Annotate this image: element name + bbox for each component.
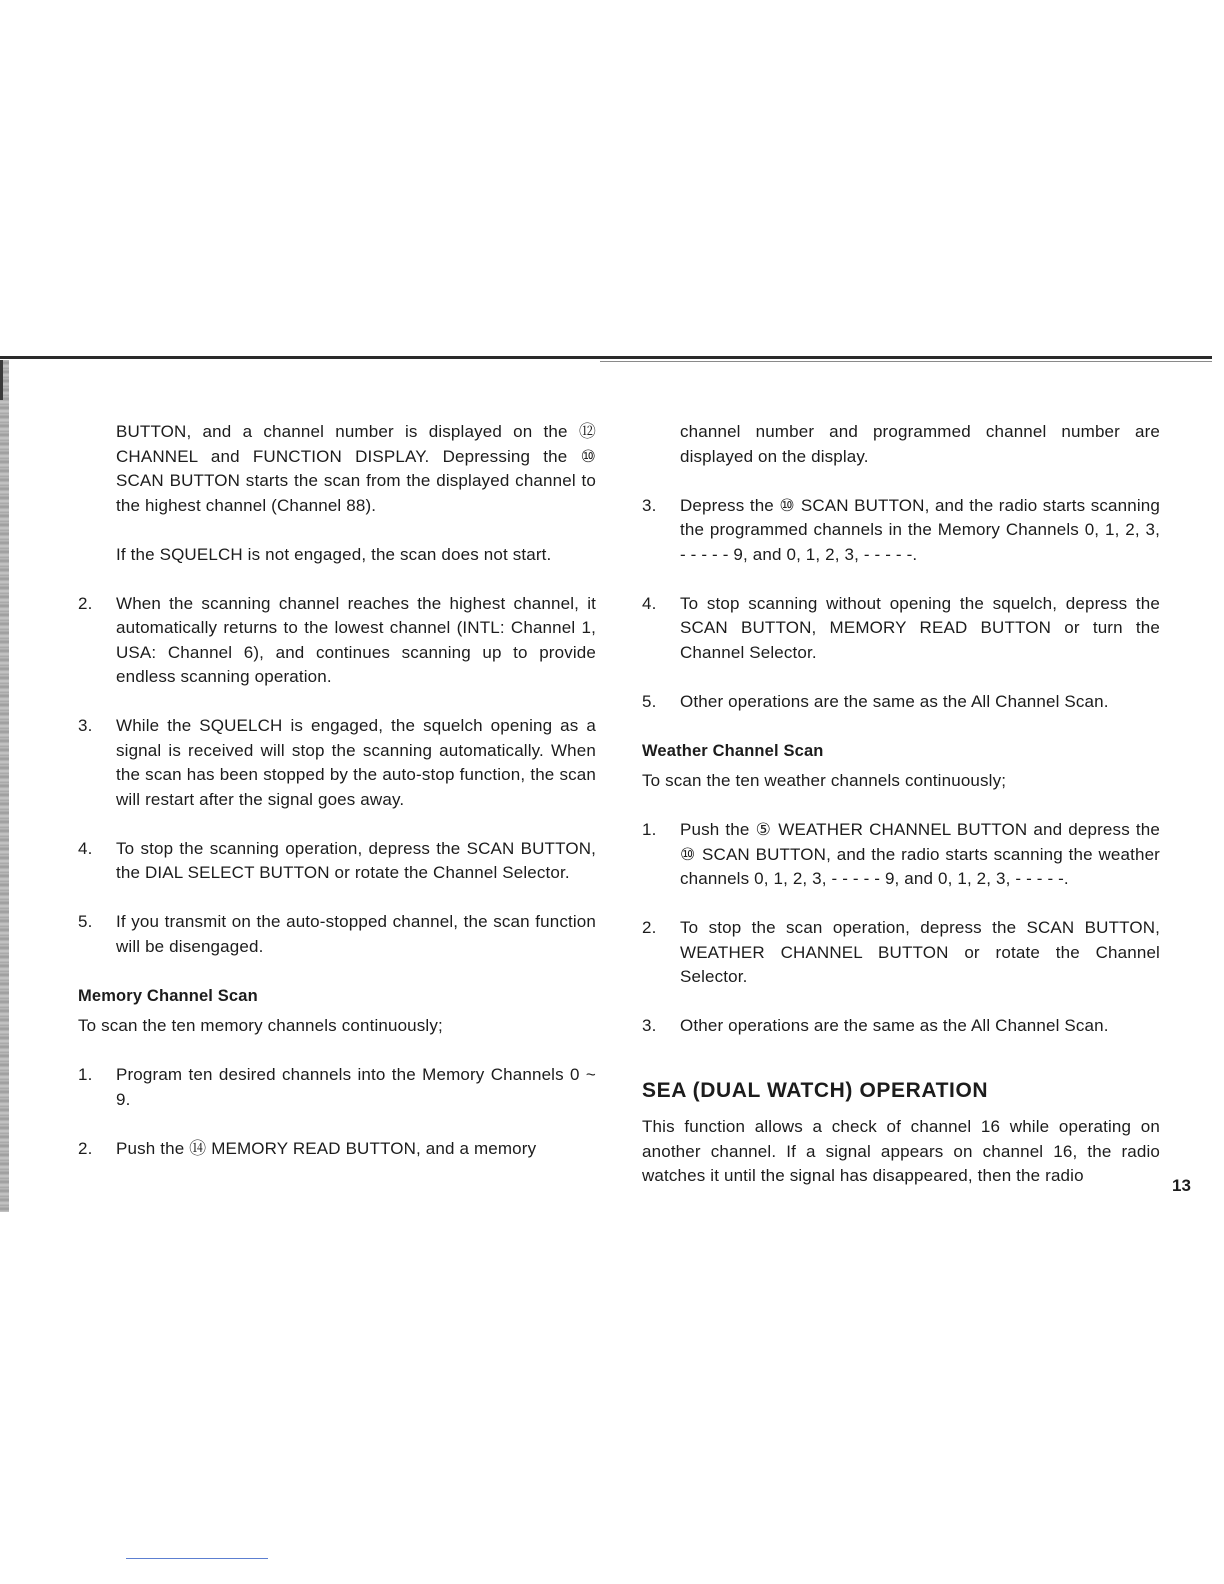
item-number: 3. [78, 716, 93, 735]
list-item [642, 1014, 1160, 1039]
item-number: 5. [78, 912, 93, 931]
item-number: 2. [642, 918, 657, 937]
sea-description: This function allows a check of channel 16 while operating on another channel. If a signal appears on channel 16, the radio watches it until the signal has disappeared, then the radio [642, 1117, 1160, 1185]
item-text: Push the ⑭ MEMORY READ BUTTON, and a memory [116, 1138, 537, 1158]
item-text: Depress the ⑩ SCAN BUTTON, and the radio starts scanning the programmed channels in the Memory Channels 0, 1, 2, 3, - - - - - 9, and 0, 1, 2, 3, - - - - -. [680, 495, 1160, 564]
top-rule-thin [600, 361, 1212, 362]
list-item [642, 916, 1160, 990]
item-text: To stop the scanning operation, depress the SCAN BUTTON, the DIAL SELECT BUTTON or rotate the Channel Selector. [116, 838, 596, 882]
list-item [642, 818, 1160, 892]
item-number: 2. [78, 1138, 93, 1158]
list-item [78, 910, 596, 959]
list-item [642, 592, 1160, 666]
weather-channel-scan-heading: Weather Channel Scan [642, 741, 824, 760]
item-text: To stop scanning without opening the squelch, depress the SCAN BUTTON, MEMORY READ BUTTON or turn the Channel Selector. [680, 593, 1160, 662]
list-item [78, 592, 596, 690]
list-item [78, 1137, 596, 1162]
item-text: Other operations are the same as the All Channel Scan. [680, 1016, 1109, 1035]
item-number: 3. [642, 495, 657, 515]
weather-intro: To scan the ten weather channels continuously; [642, 771, 1007, 790]
item-text: If you transmit on the auto-stopped channel, the scan function will be disengaged. [116, 912, 596, 956]
item-text: While the SQUELCH is engaged, the squelch opening as a signal is received will stop the scanning automatically. When the scan has been stopped by the auto-stop function, the scan will restart after the signal goes away. [116, 716, 596, 809]
memory-channel-scan-heading: Memory Channel Scan [78, 986, 258, 1005]
item-text: Other operations are the same as the All Channel Scan. [680, 691, 1109, 711]
list-item [78, 837, 596, 886]
squelch-note: If the SQUELCH is not engaged, the scan does not start. [116, 544, 552, 564]
item-number: 4. [78, 838, 93, 858]
item-text: Push the ⑤ WEATHER CHANNEL BUTTON and depress the ⑩ SCAN BUTTON, and the radio starts scanning the weather channels 0, 1, 2, 3, - - - - - 9, and 0, 1, 2, 3, - - - - -. [680, 820, 1160, 888]
item-number: 1. [642, 820, 657, 839]
list-item [78, 714, 596, 812]
item-text: To stop the scan operation, depress the SCAN BUTTON, WEATHER CHANNEL BUTTON or rotate the Channel Selector. [680, 918, 1160, 986]
sea-dual-watch-heading: SEA (DUAL WATCH) OPERATION [642, 1078, 989, 1102]
list-item [78, 1063, 596, 1112]
item-number: 4. [642, 593, 657, 613]
top-rule [0, 356, 1212, 359]
item-text: When the scanning channel reaches the highest channel, it automatically returns to the lowest channel (INTL: Channel 1, USA: Channel 6), and continues scanning up to provide endless scanning operation. [116, 593, 596, 686]
item-number: 1. [78, 1065, 93, 1084]
page-spine-shadow [0, 360, 3, 400]
memory-intro: To scan the ten memory channels continuously; [78, 1016, 443, 1035]
item-number: 2. [78, 593, 93, 613]
item-text: Program ten desired channels into the Memory Channels 0 ~ 9. [116, 1065, 596, 1109]
continued-paragraph: BUTTON, and a channel number is displayed on the ⑫ CHANNEL and FUNCTION DISPLAY. Depressing the ⑩ SCAN BUTTON starts the scan from the displayed channel to the highest channel (Channel 88). [116, 422, 596, 515]
footer-underline [126, 1558, 268, 1559]
list-item [642, 690, 1160, 715]
left-column [78, 420, 596, 1186]
item-number: 3. [642, 1016, 657, 1035]
right-column [642, 420, 1160, 1213]
page-spine-edge [0, 360, 9, 1212]
continued-paragraph: channel number and programmed channel number are displayed on the display. [680, 422, 1160, 466]
page-number: 13 [1172, 1176, 1191, 1195]
item-number: 5. [642, 691, 657, 711]
list-item [642, 494, 1160, 568]
